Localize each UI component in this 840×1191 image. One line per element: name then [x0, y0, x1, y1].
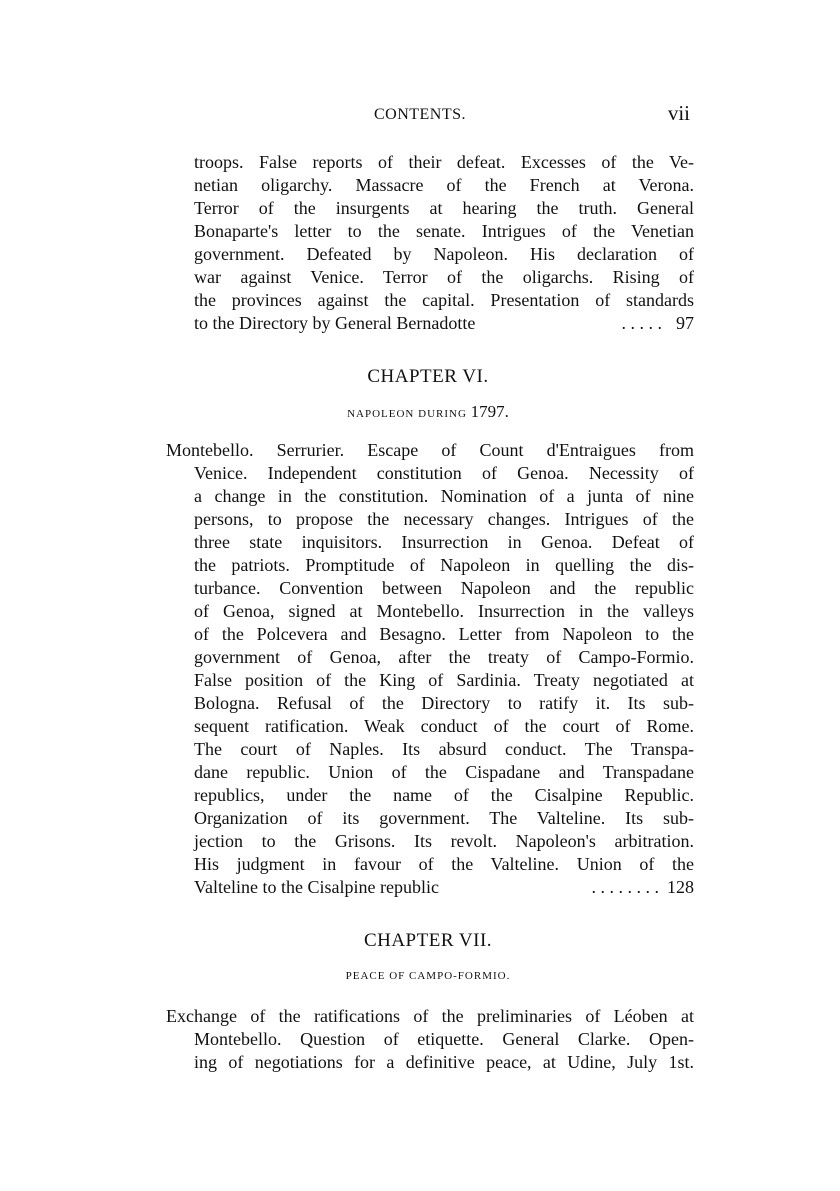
page-ref-number[interactable]: 97 — [676, 313, 694, 333]
chapter-vi-subtitle-text: NAPOLEON DURING — [347, 408, 467, 420]
summary-line: three state inquisitors. Insurrection in Genoa. Defeat of — [194, 532, 694, 552]
summary-line: Exchange of the ratifications of the preliminaries of Léoben at — [166, 1006, 694, 1026]
summary-line: troops. False reports of their defeat. Excesses of the Ve- — [194, 152, 694, 172]
summary-line: Venice. Independent constitution of Genoa. Necessity of — [194, 463, 694, 483]
summary-line: a change in the constitution. Nomination of a junta of nine — [194, 486, 694, 506]
running-head-title: CONTENTS. — [373, 106, 467, 123]
chapter-vi-subtitle — [0, 402, 840, 422]
summary-line: The court of Naples. Its absurd conduct. The Transpa- — [194, 739, 694, 759]
summary-line: Bonaparte's letter to the senate. Intrigues of the Venetian — [194, 221, 694, 241]
chapter-vii-summary — [166, 1005, 694, 1074]
summary-line-text: to the Directory by General Bernadotte — [194, 313, 476, 333]
summary-line: Montebello. Question of etiquette. General Clarke. Open- — [194, 1029, 694, 1049]
summary-line: republics, under the name of the Cisalpine Republic. — [194, 785, 694, 805]
chapter-vi-summary — [166, 439, 694, 899]
dot-leader: . . . . . — [621, 313, 662, 333]
summary-line: turbance. Convention between Napoleon and the republic — [194, 578, 694, 598]
summary-line: the provinces against the capital. Presentation of standards — [194, 290, 694, 310]
summary-last-line — [166, 876, 694, 899]
summary-line: False position of the King of Sardinia. Treaty negotiated at — [194, 670, 694, 690]
summary-line: dane republic. Union of the Cispadane and Transpadane — [194, 762, 694, 782]
summary-line: government of Genoa, after the treaty of Campo-Formio. — [194, 647, 694, 667]
summary-line-text: Valteline to the Cisalpine republic — [194, 877, 439, 897]
summary-last-line — [166, 312, 694, 335]
summary-line: Terror of the insurgents at hearing the truth. General — [194, 198, 694, 218]
summary-line: of Genoa, signed at Montebello. Insurrection in the valleys — [194, 601, 694, 621]
page-reference[interactable] — [592, 876, 695, 899]
chapter-vii-subtitle: PEACE OF CAMPO-FORMIO. — [345, 970, 511, 982]
page-ref-number[interactable]: 128 — [667, 877, 694, 897]
summary-line: Bologna. Refusal of the Directory to ratify it. Its sub- — [194, 693, 694, 713]
summary-line: Montebello. Serrurier. Escape of Count d'Entraigues from — [166, 440, 694, 460]
summary-line: sequent ratification. Weak conduct of the court of Rome. — [194, 716, 694, 736]
summary-line: of the Polcevera and Besagno. Letter from Napoleon to the — [194, 624, 694, 644]
summary-line: the patriots. Promptitude of Napoleon in quelling the dis- — [194, 555, 694, 575]
summary-line: jection to the Grisons. Its revolt. Napoleon's arbitration. — [194, 831, 694, 851]
dot-leader: . . . . . . . . — [591, 877, 659, 897]
summary-line: ing of negotiations for a definitive peace, at Udine, July 1st. — [194, 1052, 694, 1072]
page-reference[interactable] — [622, 312, 695, 335]
summary-line: netian oligarchy. Massacre of the French at Verona. — [194, 175, 694, 195]
chapter-v-summary-continued — [166, 151, 694, 335]
chapter-vi-subtitle-year: 1797. — [470, 402, 509, 421]
summary-line: war against Venice. Terror of the oligarchs. Rising of — [194, 267, 694, 287]
summary-line: Organization of its government. The Valteline. Its sub- — [194, 808, 694, 828]
summary-line: persons, to propose the necessary changes. Intrigues of the — [194, 509, 694, 529]
summary-line: His judgment in favour of the Valteline. Union of the — [194, 854, 694, 874]
summary-line: government. Defeated by Napoleon. His declaration of — [194, 244, 694, 264]
page-number: vii — [667, 101, 690, 125]
chapter-vi-heading[interactable]: CHAPTER VI. — [367, 366, 489, 387]
chapter-vii-heading[interactable]: CHAPTER VII. — [363, 930, 493, 951]
